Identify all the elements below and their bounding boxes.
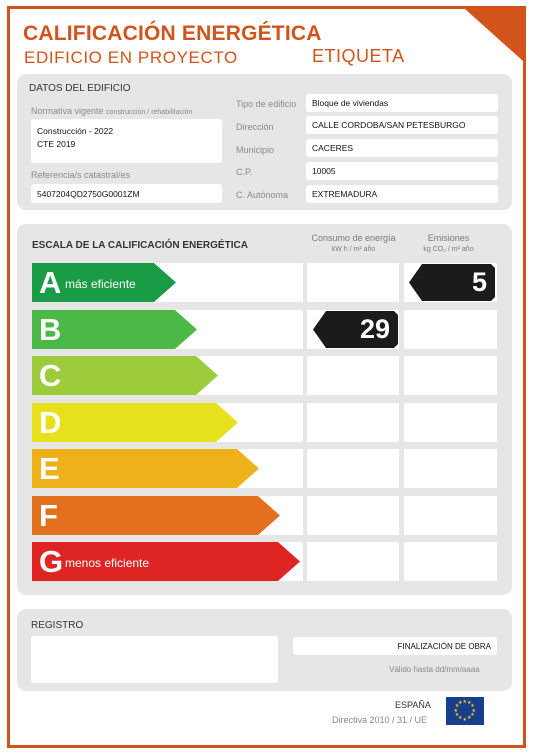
address-label: Dirección — [236, 122, 274, 132]
eu-star-icon: ★ — [470, 703, 475, 709]
building-data-panel — [17, 74, 512, 210]
band-e-arrow — [32, 449, 261, 488]
eu-star-icon: ★ — [467, 699, 472, 706]
consumption-unit: kW h / m² año — [331, 246, 376, 253]
regulation-sublabel: construcción / rehabilitación — [106, 109, 193, 116]
emissions-cell — [404, 542, 497, 581]
region-label: C. Autónoma — [236, 190, 289, 200]
postal-code-label: C.P. — [236, 167, 253, 177]
page-title: CALIFICACIÓN ENERGÉTICA — [23, 22, 322, 45]
cadastral-field: 5407204QD2750G0001ZM — [31, 184, 222, 203]
registry-status-field — [293, 637, 497, 655]
band-letter: C — [39, 358, 62, 393]
consumption-cell — [307, 449, 399, 488]
consumption-rating-badge-value: 29 — [359, 314, 390, 344]
regulation-line-2: CTE 2019 — [37, 139, 76, 149]
postal-code-field: 10005 — [306, 162, 498, 180]
building-type-field: Bloque de viviendas — [306, 94, 498, 112]
consumption-cell — [307, 542, 399, 581]
building-type-label: Tipo de edificio — [236, 99, 297, 109]
band-letter: B — [39, 312, 62, 347]
registry-status: FINALIZACIÓN DE OBRA — [397, 641, 491, 651]
eu-star-icon: ★ — [462, 698, 467, 705]
eu-star-icon: ★ — [453, 707, 458, 714]
band-tag: menos eficiente — [65, 556, 150, 570]
eu-star-icon: ★ — [471, 707, 476, 714]
band-g-arrow — [32, 542, 302, 581]
regulation-label: Normativa vigente construcción / rehabilitación — [31, 106, 193, 116]
emissions-rating-badge-value: 5 — [471, 267, 487, 297]
scale-section-title: ESCALA DE LA CALIFICACIÓN ENERGÉTICA — [32, 240, 248, 251]
eu-star-icon: ★ — [454, 712, 460, 718]
eu-star-icon: ★ — [470, 712, 475, 718]
consumption-cell — [307, 356, 399, 395]
band-letter: G — [39, 544, 64, 579]
band-letter: A — [39, 265, 62, 300]
emissions-cell — [404, 449, 497, 488]
eu-flag-icon — [446, 697, 484, 725]
eu-star-icon: ★ — [458, 715, 463, 722]
registry-panel — [17, 609, 512, 691]
eu-star-icon: ★ — [462, 716, 467, 723]
band-c-arrow — [32, 356, 220, 395]
consumption-cell — [307, 263, 399, 302]
band-d-arrow — [32, 403, 240, 442]
registry-section-title: REGISTRO — [31, 620, 84, 631]
emissions-cell — [404, 496, 497, 535]
municipality-label: Municipio — [236, 145, 275, 155]
band-f-arrow — [32, 496, 282, 535]
band-letter: D — [39, 405, 62, 440]
band-b-arrow — [32, 310, 199, 349]
band-letter: F — [39, 498, 58, 533]
emissions-header: Emisiones kg CO₂ / m² año — [400, 233, 497, 253]
region-field: EXTREMADURA — [306, 185, 498, 203]
eu-star-icon: ★ — [467, 715, 472, 722]
eu-star-icon: ★ — [454, 703, 460, 709]
country-text: ESPAÑA — [395, 700, 431, 710]
consumption-cell — [307, 496, 399, 535]
consumption-cell — [307, 403, 399, 442]
consumption-header: Consumo de energía kW h / m² año — [305, 233, 402, 253]
band-a-arrow — [32, 263, 178, 302]
emissions-rating-badge — [409, 264, 495, 301]
municipality-field: CACERES — [306, 139, 498, 157]
emissions-cell — [404, 310, 497, 349]
eu-star-icon: ★ — [458, 699, 463, 706]
band-letter: E — [39, 451, 60, 486]
valid-until-text: Válido hasta dd/mm/aaaa — [389, 665, 480, 674]
page-subtitle: EDIFICIO EN PROYECTO — [24, 48, 238, 67]
registry-field — [31, 636, 278, 683]
address-field: CALLE CORDOBA/SAN PETESBURGO — [306, 116, 498, 134]
regulation-field — [31, 119, 222, 163]
building-section-title: DATOS DEL EDIFICIO — [29, 83, 131, 94]
emissions-unit: kg CO₂ / m² año — [423, 246, 474, 253]
emissions-cell — [404, 403, 497, 442]
corner-decoration — [465, 9, 523, 61]
band-tag: más eficiente — [65, 277, 136, 291]
emissions-cell — [404, 356, 497, 395]
consumption-rating-badge — [313, 311, 398, 348]
cadastral-label: Referencia/s catastral/es — [31, 170, 131, 180]
directive-text: Directiva 2010 / 31 / UE — [332, 715, 428, 725]
regulation-line-1: Construcción - 2022 — [37, 126, 114, 136]
label-tag: ETIQUETA — [312, 46, 405, 66]
